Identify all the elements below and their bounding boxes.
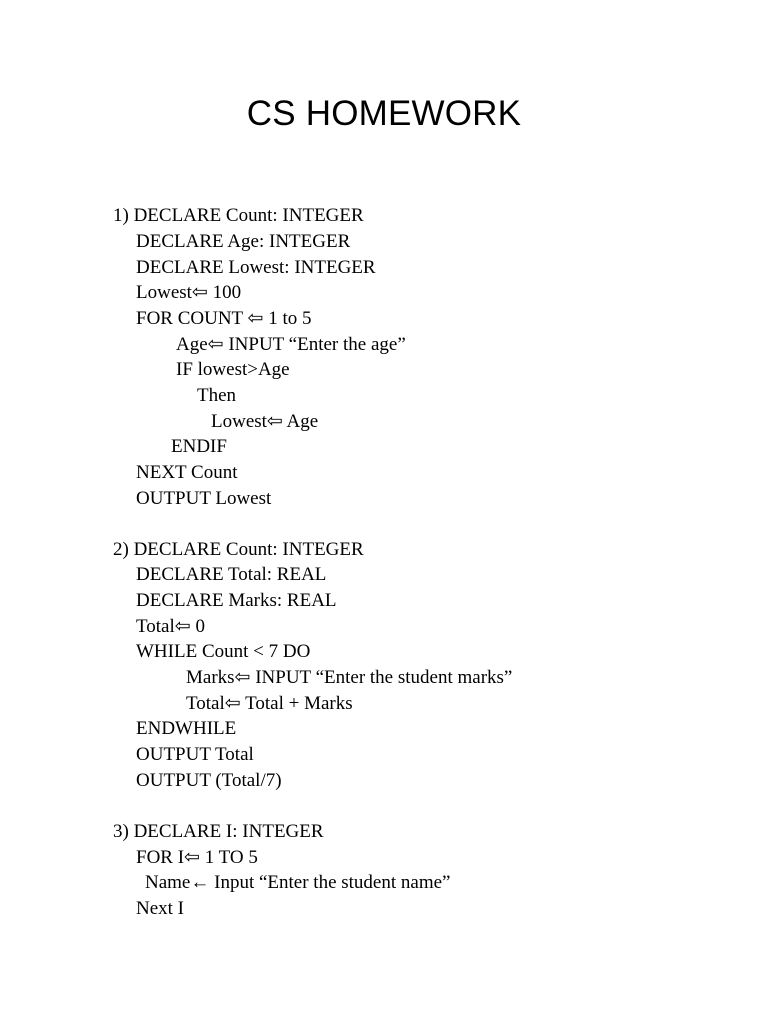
question-2-line-8: ENDWHILE — [136, 718, 237, 739]
question-2-line-7: Total⇦ Total + Marks — [186, 693, 353, 714]
question-2-line-3: DECLARE Marks: REAL — [136, 590, 337, 611]
question-2-line-1: 2) DECLARE Count: INTEGER — [113, 539, 364, 560]
question-1-line-8: Then — [197, 385, 237, 406]
page-title: CS HOMEWORK — [246, 94, 522, 133]
question-1-line-5: FOR COUNT ⇦ 1 to 5 — [136, 308, 312, 329]
question-1-line-4: Lowest⇦ 100 — [136, 282, 242, 303]
question-3-line-4: Next I — [136, 898, 185, 919]
question-1-line-11: NEXT Count — [136, 462, 238, 483]
question-1-line-10: ENDIF — [171, 436, 227, 457]
question-2-line-9: OUTPUT Total — [136, 744, 254, 765]
question-1-line-6: Age⇦ INPUT “Enter the age” — [176, 334, 406, 355]
question-1-line-9: Lowest⇦ Age — [211, 411, 319, 432]
question-3-line-2: FOR I⇦ 1 TO 5 — [136, 847, 258, 868]
question-1-line-2: DECLARE Age: INTEGER — [136, 231, 351, 252]
question-1-line-12: OUTPUT Lowest — [136, 488, 272, 509]
question-2-line-10: OUTPUT (Total/7) — [136, 770, 282, 791]
question-2-line-6: Marks⇦ INPUT “Enter the student marks” — [186, 667, 513, 688]
question-1-line-1: 1) DECLARE Count: INTEGER — [113, 205, 364, 226]
question-3-line-3: Name← Input “Enter the student name” — [145, 872, 451, 893]
question-2-line-2: DECLARE Total: REAL — [136, 564, 327, 585]
question-1-line-3: DECLARE Lowest: INTEGER — [136, 257, 376, 278]
question-2-line-4: Total⇦ 0 — [136, 616, 205, 637]
question-1-line-7: IF lowest>Age — [176, 359, 290, 380]
question-2-line-5: WHILE Count < 7 DO — [136, 641, 311, 662]
question-3-line-1: 3) DECLARE I: INTEGER — [113, 821, 324, 842]
